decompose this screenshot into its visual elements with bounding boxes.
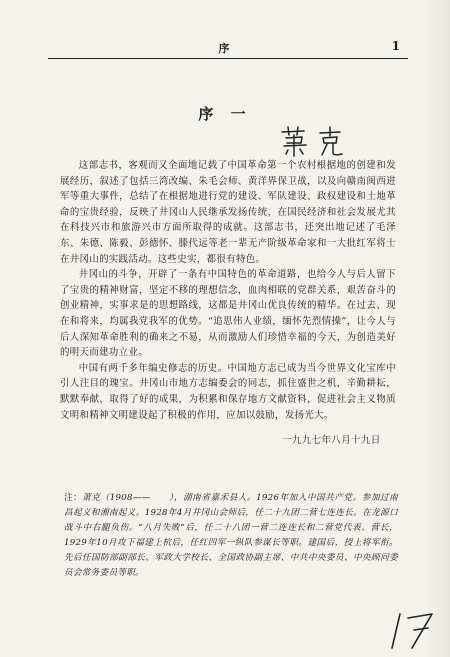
note-text: 萧克（1908—— ），湖南省嘉禾县人。1926年加入中国共产党。参加过南昌起义和湘南起义。1928年4月井冈山会师后，任二十九团二营七连连长。在龙源口战斗中右腿负伤。“八月失败”后，任二十八团一营二连连长和二营党代表、营长，1929年10月攻下福建上杭后，任红四军一纵队参谋长等职。建国后，授上将军衔。先后任国防部副部长、军政大学校长、全国政协副主席、中共中央委员、中央顾问委员会常务委员等职。 [64,493,398,578]
paragraph: 中国有两千多年编史修志的历史。中国地方志已成为当今世界文化宝库中引人注目的瑰宝。井冈山市地方志编委会的同志，抓住盛世之机，辛勤耕耘，默默奉献，取得了好的成果，为积累和保存地方文献资料，促进社会主义物质文明和精神文明建设起了积极的作用，应加以鼓励，发扬光大。 [60,362,396,421]
paragraph: 井冈山的斗争，开辟了一条有中国特色的革命道路，也给今人与后人留下了宝贵的精神财富，坚定不移的理想信念，血肉相联的党群关系，艰苦奋斗的创业精神，实事求是的思想路线，这都是井冈山优良传统的精华。在过去、现在和将来，均属我党我军的优势。“追思伟人业绩，缅怀先烈情操”，让今人与后人深知革命胜利的确来之不易，从而激励人们珍惜幸福的今天，为创造美好的明天而建功立业。 [60,269,396,359]
page-edge-shadow [424,0,450,657]
author-note [64,491,398,581]
running-title: 序 [218,42,232,55]
signature-image [276,124,348,158]
header-rule [48,58,408,59]
page-number: 1 [391,39,400,53]
running-header [0,40,450,56]
date-line: 一九九七年八月十九日 [282,435,381,446]
section-title: 序 一 [198,105,252,123]
handwritten-signature [276,124,348,162]
preface-body [60,158,396,423]
paragraph: 这部志书，客观而又全面地记载了中国革命第一个农村根据地的创建和发展经历，叙述了包括三湾改编、朱毛会师、黄洋界保卫战，以及向赣南闽西进军等重大事件，总结了在根据地进行党的建设、军队建设、政权建设和土地革命的宝贵经验，反映了井冈山人民继承发扬传统，在国民经济和社会发展尤其在科技兴市和旅游兴市方面所取得的成就。这部志书，还突出地记述了毛泽东、朱德、陈毅、彭德怀、滕代远等老一辈无产阶级革命家和一大批红军将士在井冈山的实践活动。这些史实，都很有特色。 [60,160,396,265]
note-label: 注： [64,493,83,503]
